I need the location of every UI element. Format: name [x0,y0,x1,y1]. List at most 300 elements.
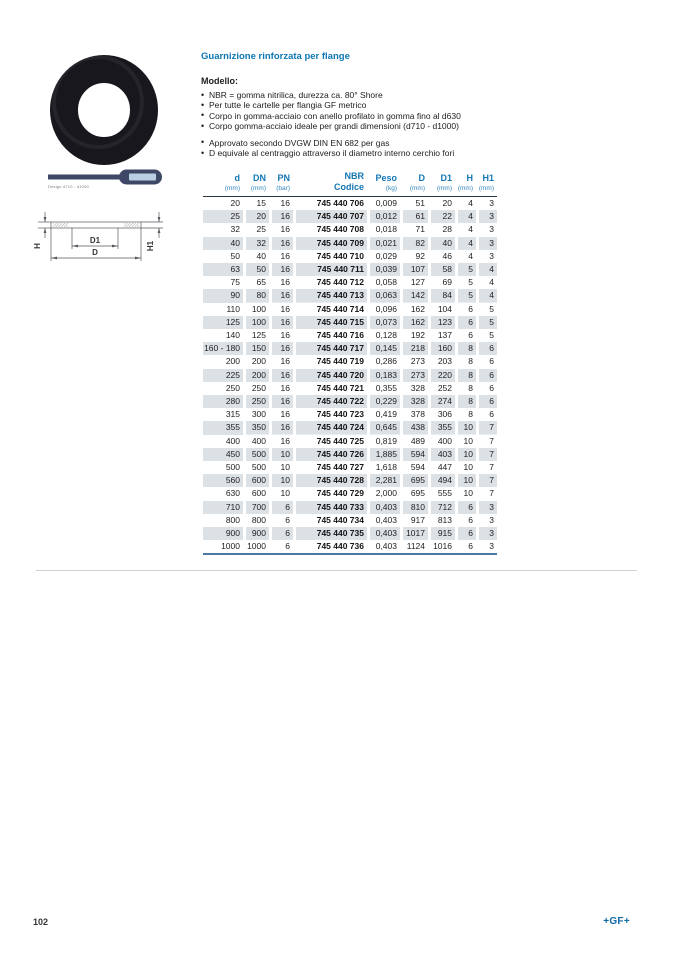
cell-code: 745 440 721 [316,382,364,393]
cell: 8 [468,409,473,420]
table-row [203,316,497,329]
cell: 82 [400,237,428,250]
cell: 700 [243,501,269,514]
cell: 8 [468,356,473,367]
cell: 10 [269,474,293,487]
cell: 63 [203,263,243,276]
cell: 28 [442,224,452,235]
cell: 192 [410,330,425,341]
cell: 92 [415,250,425,261]
cell: 107 [400,263,428,276]
cell: 5 [455,263,476,276]
cell: 0,128 [375,330,397,341]
cell: 123 [428,316,455,329]
cell: 6 [468,514,473,525]
table-row [203,487,497,500]
cell: 250 [225,382,240,393]
cell-code: 745 440 706 [316,198,364,208]
cell: 150 [243,342,269,355]
cell: 4 [489,277,494,288]
cell: 65 [256,277,266,288]
cell-code: 745 440 724 [293,421,367,434]
table-row [203,527,497,540]
table-row [203,501,497,514]
cell: 0,403 [375,514,397,525]
cell: 0,073 [367,316,400,329]
cell: 403 [428,448,455,461]
table-row [203,329,497,342]
cell: 162 [400,316,428,329]
column-header-pn: PN (bar) [269,168,293,197]
feature-item: • Corpo in gomma-acciaio con anello profilato in gomma fino al d630 [201,111,641,121]
cell: 252 [437,382,452,393]
cell: 6 [476,342,497,355]
cell-code: 745 440 714 [316,303,364,314]
cell-code: 745 440 723 [316,409,364,420]
cell: 560 [203,474,243,487]
cell: 20 [243,210,269,223]
cell: 0,029 [375,250,397,261]
cell: 0,063 [367,289,400,302]
cell: 6 [489,356,494,367]
cell: 69 [442,277,452,288]
cell: 0,419 [375,409,397,420]
column-header-d: d (mm) [203,168,243,197]
cell: 350 [243,421,269,434]
cell: 16 [280,198,290,208]
cell: 40 [203,237,243,250]
cell: 6 [455,501,476,514]
cell: 2,000 [375,488,397,499]
cell: 127 [410,277,425,288]
cell: 218 [400,342,428,355]
cell: 2,281 [367,474,400,487]
page-title: Guarnizione rinforzata per flange [201,51,350,62]
cell: 0,183 [367,369,400,382]
cell: 6 [489,409,494,420]
dimension-drawing [32,202,172,270]
cell: 16 [280,303,290,314]
cell: 16 [269,395,293,408]
cell: 8 [468,382,473,393]
cell: 600 [251,488,266,499]
cell: 500 [251,462,266,473]
cell: 10 [280,488,290,499]
cell: 3 [476,237,497,250]
cell: 203 [437,356,452,367]
content-column [201,51,641,158]
cell: 4 [455,237,476,250]
cell: 500 [225,462,240,473]
table-row [203,197,497,211]
cell: 3 [476,210,497,223]
cell: 16 [269,263,293,276]
cell: 137 [437,330,452,341]
cell: 10 [455,448,476,461]
cell: 25 [203,210,243,223]
cell: 0,645 [367,421,400,434]
dim-label-h1: H1 [146,240,155,252]
cell: 200 [225,356,240,367]
cell: 3 [489,198,494,208]
feature-item: • NBR = gomma nitrilica, durezza ca. 80° Shore [201,90,641,100]
cell: 0,058 [375,277,397,288]
cell: 6 [468,303,473,314]
cell: 500 [243,448,269,461]
cell: 16 [269,237,293,250]
cell-code: 745 440 717 [293,342,367,355]
cell: 400 [225,435,240,446]
cell: 10 [280,462,290,473]
cell: 900 [243,527,269,540]
cell: 6 [476,395,497,408]
table-row [203,461,497,474]
cell: 84 [428,289,455,302]
feature-item: • Per tutte le cartelle per flangia GF metrico [201,100,641,110]
table-row [203,382,497,395]
cell: 15 [256,198,266,208]
cell: 695 [410,488,425,499]
cell: 594 [410,462,425,473]
cell-code: 745 440 707 [293,210,367,223]
cell: 10 [455,474,476,487]
cell: 710 [203,501,243,514]
cell: 6 [476,369,497,382]
cell: 7 [476,448,497,461]
cell: 16 [269,421,293,434]
cell: 695 [400,474,428,487]
cell: 10 [455,421,476,434]
cell-code: 745 440 713 [293,289,367,302]
column-header-h1: H1 (mm) [476,168,497,197]
feature-item: • Approvato secondo DVGW DIN EN 682 per gas [201,138,641,148]
cell: 273 [410,356,425,367]
cell: 75 [230,277,240,288]
cell: 32 [243,237,269,250]
cell: 450 [203,448,243,461]
cell-code: 745 440 719 [316,356,364,367]
dim-label-d1: D1 [89,236,101,245]
cell: 555 [437,488,452,499]
cell: 1016 [433,541,452,552]
cell: 5 [489,303,494,314]
cell: 32 [230,224,240,235]
cell: 1,885 [367,448,400,461]
cell: 16 [280,330,290,341]
cell: 0,286 [375,356,397,367]
cell: 6 [285,514,290,525]
cell: 90 [203,289,243,302]
table-row [203,448,497,461]
cell: 8 [455,395,476,408]
cell: 0,012 [367,210,400,223]
cell: 16 [269,342,293,355]
cell: 280 [203,395,243,408]
cell: 1,618 [375,462,397,473]
table-row [203,408,497,421]
cell: 16 [269,289,293,302]
cell-code: 745 440 736 [316,541,364,552]
cell: 100 [243,316,269,329]
cell: 100 [251,303,266,314]
cell: 400 [251,435,266,446]
cell: 0,039 [367,263,400,276]
cell: 16 [269,369,293,382]
cell: 8 [455,369,476,382]
cell: 7 [489,488,494,499]
cell: 0,096 [375,303,397,314]
table-row [203,355,497,368]
cell: 250 [251,382,266,393]
cell: 225 [203,369,243,382]
column-header-nbr: NBR Codice [293,168,367,197]
table-row [203,237,497,250]
cell: 140 [225,330,240,341]
cell: 104 [437,303,452,314]
cell: 40 [256,250,266,261]
cell: 3 [489,541,494,552]
cell: 1124 [406,541,425,552]
table-row [203,342,497,355]
cell: 50 [230,250,240,261]
cell: 16 [280,409,290,420]
cell: 0,145 [367,342,400,355]
cell: 200 [243,369,269,382]
cell: 6 [269,501,293,514]
cell: 3 [489,250,494,261]
cell: 4 [468,198,473,208]
cell: 6 [489,382,494,393]
cell-code: 745 440 735 [293,527,367,540]
spec-table [203,168,497,555]
cell: 142 [400,289,428,302]
feature-item: • Corpo gomma-acciaio ideale per grandi dimensioni (d710 - d1000) [201,121,641,131]
cell: 600 [243,474,269,487]
column-header-d: D (mm) [400,168,428,197]
cell: 160 [428,342,455,355]
cell: 22 [428,210,455,223]
spec-table-header [203,168,497,197]
cell: 315 [225,409,240,420]
cross-section-caption: Design d710 - d1000 [48,184,89,189]
cell-code: 745 440 715 [293,316,367,329]
cell: 10 [269,448,293,461]
column-header-h: H (mm) [455,168,476,197]
cell: 50 [243,263,269,276]
cell: 3 [476,501,497,514]
cell-code: 745 440 733 [293,501,367,514]
cell: 0,403 [367,527,400,540]
cell: 4 [455,210,476,223]
cell: 5 [468,277,473,288]
cell: 6 [455,527,476,540]
cell: 800 [225,514,240,525]
table-row [203,303,497,316]
cell: 110 [226,303,240,314]
cell: 125 [203,316,243,329]
cell: 250 [243,395,269,408]
table-row [203,474,497,487]
table-row [203,435,497,448]
model-label: Modello: [201,76,238,86]
cell-code: 745 440 720 [293,369,367,382]
table-row [203,263,497,276]
cell: 20 [442,198,452,208]
cell: 58 [428,263,455,276]
cell: 16 [280,382,290,393]
table-row [203,514,497,527]
cell-code: 745 440 734 [316,514,364,525]
cell: 61 [400,210,428,223]
cell: 810 [400,501,428,514]
cell: 0,403 [375,541,397,552]
cell: 0,021 [367,237,400,250]
cell: 328 [410,382,425,393]
cell-code: 745 440 708 [316,224,364,235]
cell: 162 [410,303,425,314]
product-photo-gasket [50,54,158,166]
cell: 40 [428,237,455,250]
cell: 800 [251,514,266,525]
cell: 6 [455,316,476,329]
cell-code: 745 440 725 [316,435,364,446]
cell: 306 [437,409,452,420]
dim-label-d: D [92,248,98,257]
cell: 6 [468,541,473,552]
page-number: 102 [33,917,49,927]
cell: 16 [269,210,293,223]
cell: 4 [476,289,497,302]
cell: 0,229 [367,395,400,408]
spec-table-wrap [203,168,497,555]
cell-code: 745 440 711 [293,263,367,276]
feature-list-1 [201,90,641,132]
column-header-peso: Peso (kg) [367,168,400,197]
feature-list-2 [201,138,641,159]
cell: 71 [415,224,425,235]
cell: 630 [225,488,240,499]
cell: 16 [280,250,290,261]
table-row [203,250,497,263]
cell-code: 745 440 709 [293,237,367,250]
cell-code: 745 440 728 [293,474,367,487]
cell-code: 745 440 716 [316,330,364,341]
cell-code: 745 440 726 [293,448,367,461]
cell: 6 [269,527,293,540]
cell: 594 [400,448,428,461]
cell: 6 [285,541,290,552]
cell: 0,403 [367,501,400,514]
cell: 4 [476,263,497,276]
cell: 0,009 [375,198,397,208]
cell: 5 [489,330,494,341]
cell: 16 [269,316,293,329]
cell: 1000 [247,541,266,552]
cell: 5 [455,289,476,302]
cell: 915 [428,527,455,540]
gf-logo: +GF+ [603,916,630,927]
table-row [203,223,497,236]
dim-label-h: H [33,243,42,249]
footer-divider [36,570,637,571]
cell: 200 [251,356,266,367]
cell: 10 [463,488,473,499]
cell: 378 [410,409,425,420]
cell: 813 [437,514,452,525]
table-row [203,395,497,408]
cell: 328 [400,395,428,408]
cell: 20 [230,198,240,208]
cell: 16 [280,356,290,367]
cell: 51 [415,198,425,208]
cell: 400 [437,435,452,446]
cell: 494 [428,474,455,487]
cell-code: 745 440 722 [293,395,367,408]
cell: 8 [455,342,476,355]
cell: 489 [410,435,425,446]
cell: 3 [476,527,497,540]
cell: 7 [476,421,497,434]
cell: 6 [468,330,473,341]
cell: 712 [428,501,455,514]
cell: 0,355 [375,382,397,393]
cell: 438 [400,421,428,434]
cell: 300 [251,409,266,420]
cell: 0,819 [375,435,397,446]
table-row [203,276,497,289]
cell-code: 745 440 710 [316,250,364,261]
column-header-d1: D1 (mm) [428,168,455,197]
cell: 1000 [221,541,240,552]
cell: 10 [463,435,473,446]
cell: 46 [442,250,452,261]
cell: 4 [468,250,473,261]
spec-table-body [203,197,497,555]
table-row [203,421,497,434]
cell: 10 [463,462,473,473]
cell: 917 [410,514,425,525]
cell: 5 [476,316,497,329]
table-row [203,289,497,302]
cell: 16 [280,277,290,288]
table-row [203,210,497,223]
cell: 220 [428,369,455,382]
cell-code: 745 440 729 [316,488,364,499]
table-row [203,369,497,382]
table-row [203,540,497,554]
column-header-dn: DN (mm) [243,168,269,197]
cell: 1017 [400,527,428,540]
cell: 7 [489,435,494,446]
cell: 0,018 [375,224,397,235]
cell: 4 [468,224,473,235]
feature-item: • D equivale al centraggio attraverso il diametro interno cerchio fori [201,148,641,158]
cell: 900 [203,527,243,540]
cell: 80 [243,289,269,302]
cell: 274 [428,395,455,408]
cell: 16 [280,224,290,235]
cell-code: 745 440 727 [316,462,364,473]
cell: 3 [489,224,494,235]
cell: 355 [203,421,243,434]
cell: 3 [489,514,494,525]
cell: 125 [251,330,266,341]
cell: 273 [400,369,428,382]
cell-code: 745 440 712 [316,277,364,288]
cell: 447 [437,462,452,473]
cell: 7 [489,462,494,473]
cell: 16 [280,435,290,446]
